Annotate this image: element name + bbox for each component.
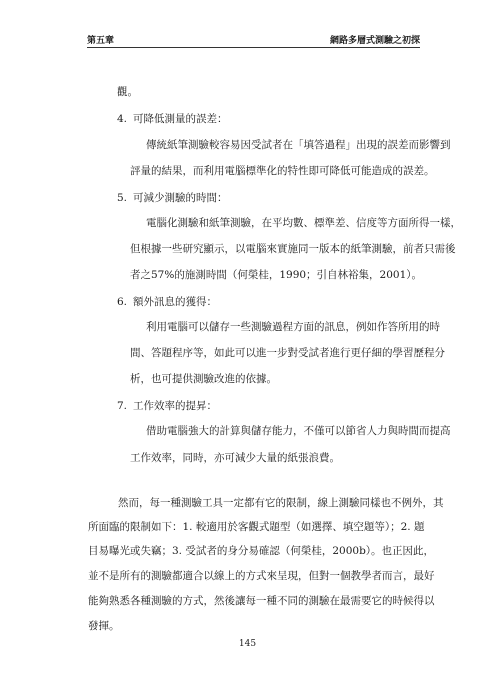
text-line: 利用電腦可以儲存一些測驗過程方面的訊息，例如作答所用的時 <box>146 321 440 333</box>
text-line: 者之57%的施測時間（何榮桂，1990；引自林裕集，2001）。 <box>130 269 423 281</box>
list-item-title: 5. 可減少測驗的時間： <box>117 192 228 204</box>
text-line: 但根據一些研究顯示，以電腦來實施同一版本的紙筆測驗，前者只需後 <box>130 243 456 255</box>
text-line: 觀。 <box>117 86 138 98</box>
text-line: 並不是所有的測驗都適合以線上的方式來呈現，但對一個教學者而言，最好 <box>88 570 435 582</box>
list-item-title: 6. 額外訊息的獲得： <box>117 296 217 308</box>
list-number: 4. <box>117 113 128 125</box>
text-line: 發揮。 <box>88 620 120 632</box>
text-line: 析，也可提供測驗改進的依據。 <box>130 373 277 385</box>
chapter-label: 第五章 <box>87 36 115 46</box>
list-item-title: 7. 工作效率的提昇： <box>117 400 217 412</box>
list-number: 5. <box>117 192 128 204</box>
header-rule <box>87 47 420 48</box>
text-line: 能夠熟悉各種測驗的方式，然後讓每一種不同的測驗在最需要它的時候得以 <box>88 595 435 607</box>
text-line: 目易曝光或失竊；3. 受試者的身分易確認（何榮桂，2000b）。也正因此， <box>88 545 435 557</box>
text-line: 間、答題程序等，如此可以進一步對受試者進行更仔細的學習歷程分 <box>130 347 445 359</box>
list-number: 7. <box>117 400 128 412</box>
text-line: 評量的結果，而利用電腦標準化的特性即可降低可能造成的誤差。 <box>130 165 435 177</box>
text-line: 借助電腦強大的計算與儲存能力，不僅可以節省人力與時間而提高 <box>146 425 451 437</box>
text-line: 然而，每一種測驗工具一定都有它的限制，線上測驗同樣也不例外，其 <box>118 497 444 509</box>
list-item-title: 4. 可降低測量的誤差： <box>117 113 228 125</box>
text-line: 所面臨的限制如下：1. 較適用於客觀式題型（如選擇、填空題等）；2. 題 <box>88 521 425 533</box>
text-line: 傳統紙筆測驗較容易因受試者在「填答過程」出現的誤差而影響到 <box>146 139 451 151</box>
running-header <box>87 33 420 46</box>
header-title: 網路多層式測驗之初探 <box>329 36 420 46</box>
text-line: 工作效率，同時，亦可減少大量的紙張浪費。 <box>130 452 340 464</box>
text-line: 電腦化測驗和紙筆測驗，在平均數、標準差、信度等方面所得一樣， <box>146 217 461 229</box>
page-number: 145 <box>238 639 257 649</box>
list-number: 6. <box>117 296 128 308</box>
